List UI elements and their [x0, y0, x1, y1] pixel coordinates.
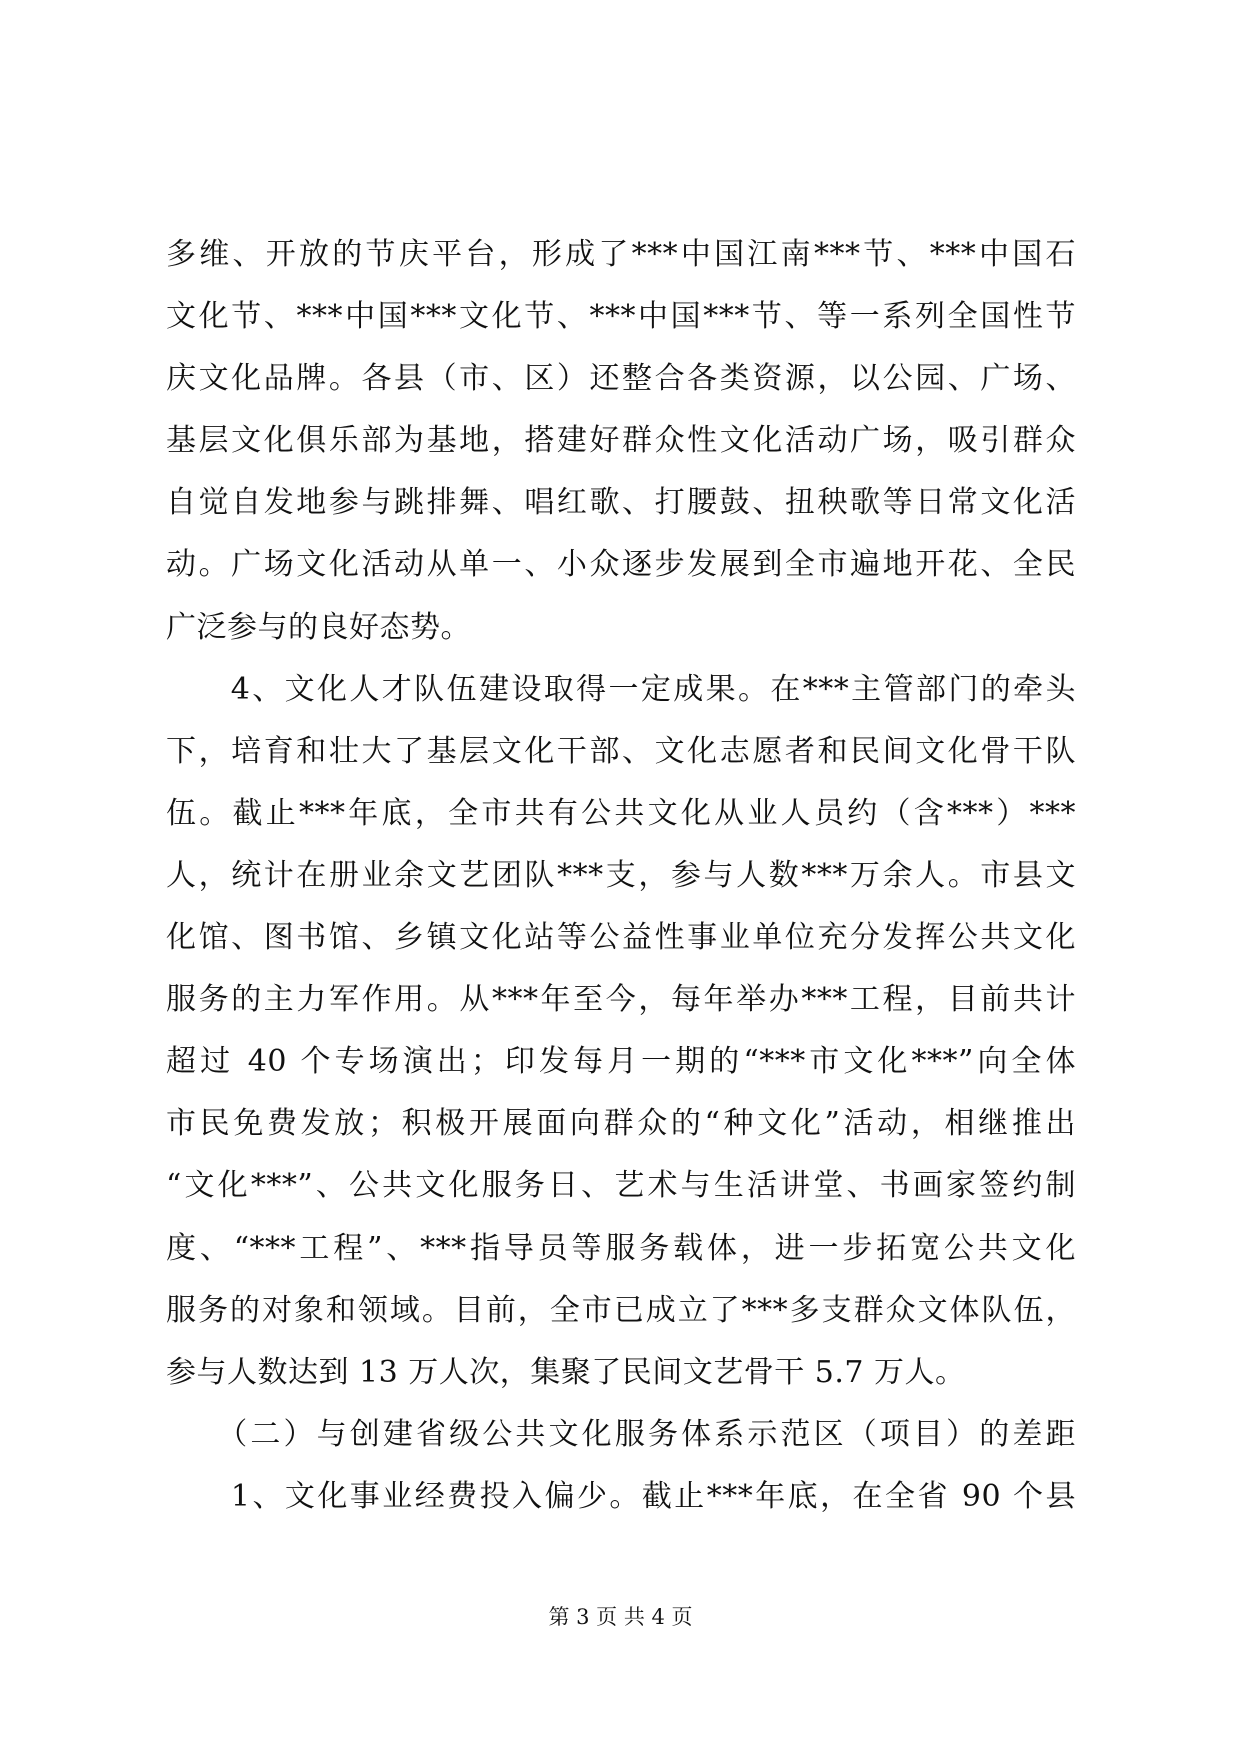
- text-line: 参与人数达到 13 万人次，集聚了民间文艺骨干 5.7 万人。: [166, 1354, 966, 1390]
- text-line: 广泛参与的良好态势。: [166, 609, 471, 645]
- text-line: 化馆、图书馆、乡镇文化站等公益性事业单位充分发挥公共文化: [166, 920, 1076, 956]
- text-line: 1、文化事业经费投入偏少。截止***年底，在全省 90 个县: [166, 1478, 1076, 1514]
- text-line: 服务的对象和领域。目前，全市已成立了***多支群众文体队伍，: [166, 1292, 1076, 1328]
- section-heading: （二）与创建省级公共文化服务体系示范区（项目）的差距: [166, 1416, 1076, 1452]
- text-line: “文化***”、公共文化服务日、艺术与生活讲堂、书画家签约制: [166, 1168, 1076, 1204]
- text-line: 市民免费发放；积极开展面向群众的“种文化”活动，相继推出: [166, 1106, 1076, 1142]
- text-line: 度、“***工程”、***指导员等服务载体，进一步拓宽公共文化: [166, 1230, 1076, 1266]
- text-line: 人，统计在册业余文艺团队***支，参与人数***万余人。市县文: [166, 857, 1076, 893]
- text-line: 超过 40 个专场演出；印发每月一期的“***市文化***”向全体: [166, 1044, 1076, 1080]
- text-line: 多维、开放的节庆平台，形成了***中国江南***节、***中国石: [166, 237, 1076, 272]
- text-line: 庆文化品牌。各县（市、区）还整合各类资源，以公园、广场、: [166, 361, 1076, 397]
- text-line: 自觉自发地参与跳排舞、唱红歌、打腰鼓、扭秧歌等日常文化活: [166, 485, 1076, 521]
- text-line: 4、文化人才队伍建设取得一定成果。在***主管部门的牵头: [166, 671, 1076, 707]
- page-footer: 第 3 页 共 4 页: [548, 1605, 693, 1629]
- text-line: 服务的主力军作用。从***年至今，每年举办***工程，目前共计: [166, 982, 1076, 1018]
- text-line: 基层文化俱乐部为基地，搭建好群众性文化活动广场，吸引群众: [166, 423, 1076, 459]
- text-line: 文化节、***中国***文化节、***中国***节、等一系列全国性节: [166, 299, 1076, 335]
- body-text: [166, 224, 1076, 1528]
- text-line: 下，培育和壮大了基层文化干部、文化志愿者和民间文化骨干队: [166, 733, 1076, 769]
- text-line: 动。广场文化活动从单一、小众逐步发展到全市遍地开花、全民: [166, 547, 1076, 583]
- text-line: 伍。截止***年底，全市共有公共文化从业人员约（含***）***: [166, 795, 1076, 831]
